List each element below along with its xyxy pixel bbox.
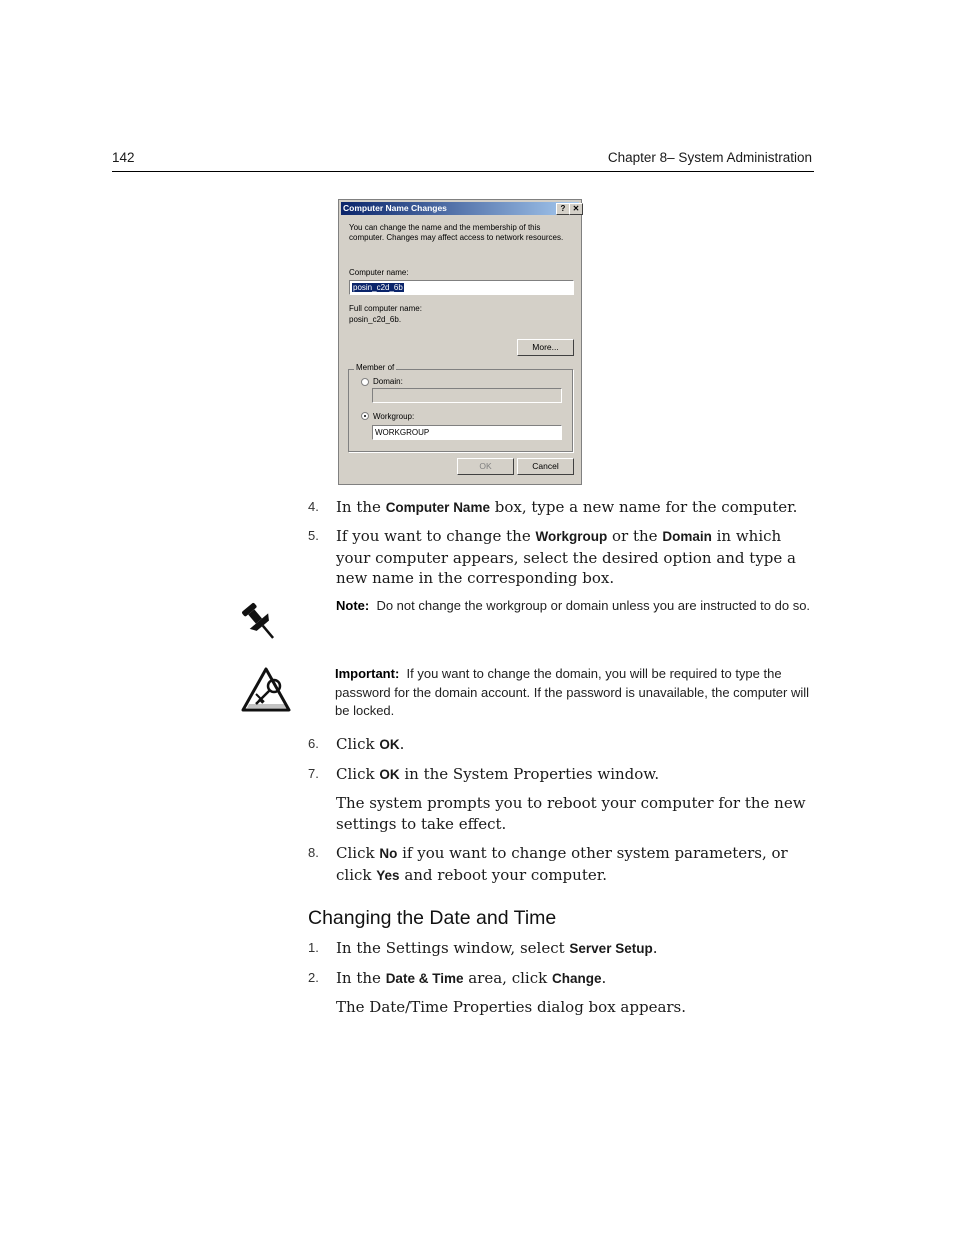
header-rule xyxy=(112,171,814,172)
more-button[interactable]: More... xyxy=(517,339,574,356)
full-name-value: posin_c2d_6b. xyxy=(349,315,402,324)
step-text: In the Computer Name box, type a new name for the computer. xyxy=(336,498,798,516)
step-text: In the Date & Time area, click Change. xyxy=(336,969,607,987)
step-text: If you want to change the Workgroup or the Domain in which your computer appears, select the desired option and type a new name in the corresponding box. xyxy=(336,527,796,587)
step-number: 5. xyxy=(308,528,319,543)
domain-input[interactable] xyxy=(372,388,562,403)
step-number: 1. xyxy=(308,940,319,955)
close-icon[interactable]: ✕ xyxy=(569,203,583,215)
step-text: Click No if you want to change other system parameters, or click Yes and reboot your computer. xyxy=(336,844,788,884)
step-number: 2. xyxy=(308,970,319,985)
paragraph: The Date/Time Properties dialog box appears. xyxy=(336,998,687,1016)
dialog-title: Computer Name Changes xyxy=(343,203,447,213)
member-of-label: Member of xyxy=(356,363,395,372)
full-name-label: Full computer name: xyxy=(349,304,422,313)
step-text: In the Settings window, select Server Setup. xyxy=(336,939,658,957)
section-heading: Changing the Date and Time xyxy=(308,907,557,929)
note-text: Note: Do not change the workgroup or domain unless you are instructed to do so. xyxy=(336,598,811,613)
step-number: 4. xyxy=(308,499,319,514)
workgroup-input[interactable]: WORKGROUP xyxy=(372,425,562,440)
workgroup-label: Workgroup: xyxy=(373,412,415,421)
dialog-title-bar xyxy=(341,202,579,215)
step-number: 6. xyxy=(308,736,319,751)
page-number: 142 xyxy=(112,150,135,165)
step-text: Click OK. xyxy=(336,735,405,753)
cancel-button[interactable]: Cancel xyxy=(517,458,574,475)
step-text: Click OK in the System Properties window. xyxy=(336,765,660,783)
important-text: Important: If you want to change the domain, you will be required to type the password for the domain account. If the password is unavailable, the computer will be locked. xyxy=(335,666,810,718)
workgroup-radio[interactable] xyxy=(361,412,369,420)
paragraph: The system prompts you to reboot your computer for the new settings to take effect. xyxy=(336,794,806,833)
step-number: 8. xyxy=(308,845,319,860)
computer-name-value: posin_c2d_6b xyxy=(353,283,403,292)
help-button[interactable]: ? xyxy=(556,203,570,215)
computer-name-input[interactable] xyxy=(349,280,574,295)
dialog-description: You can change the name and the membership of this computer. Changes may affect access to network resources. xyxy=(349,223,564,242)
computer-name-label: Computer name: xyxy=(349,268,409,277)
domain-label: Domain: xyxy=(373,377,403,386)
pushpin-icon xyxy=(238,598,284,646)
domain-radio[interactable] xyxy=(361,378,369,386)
warning-triangle-icon xyxy=(240,666,292,714)
ok-button[interactable]: OK xyxy=(457,458,514,475)
computer-name-changes-dialog xyxy=(338,199,582,485)
chapter-title: Chapter 8– System Administration xyxy=(607,150,812,165)
step-number: 7. xyxy=(308,766,319,781)
